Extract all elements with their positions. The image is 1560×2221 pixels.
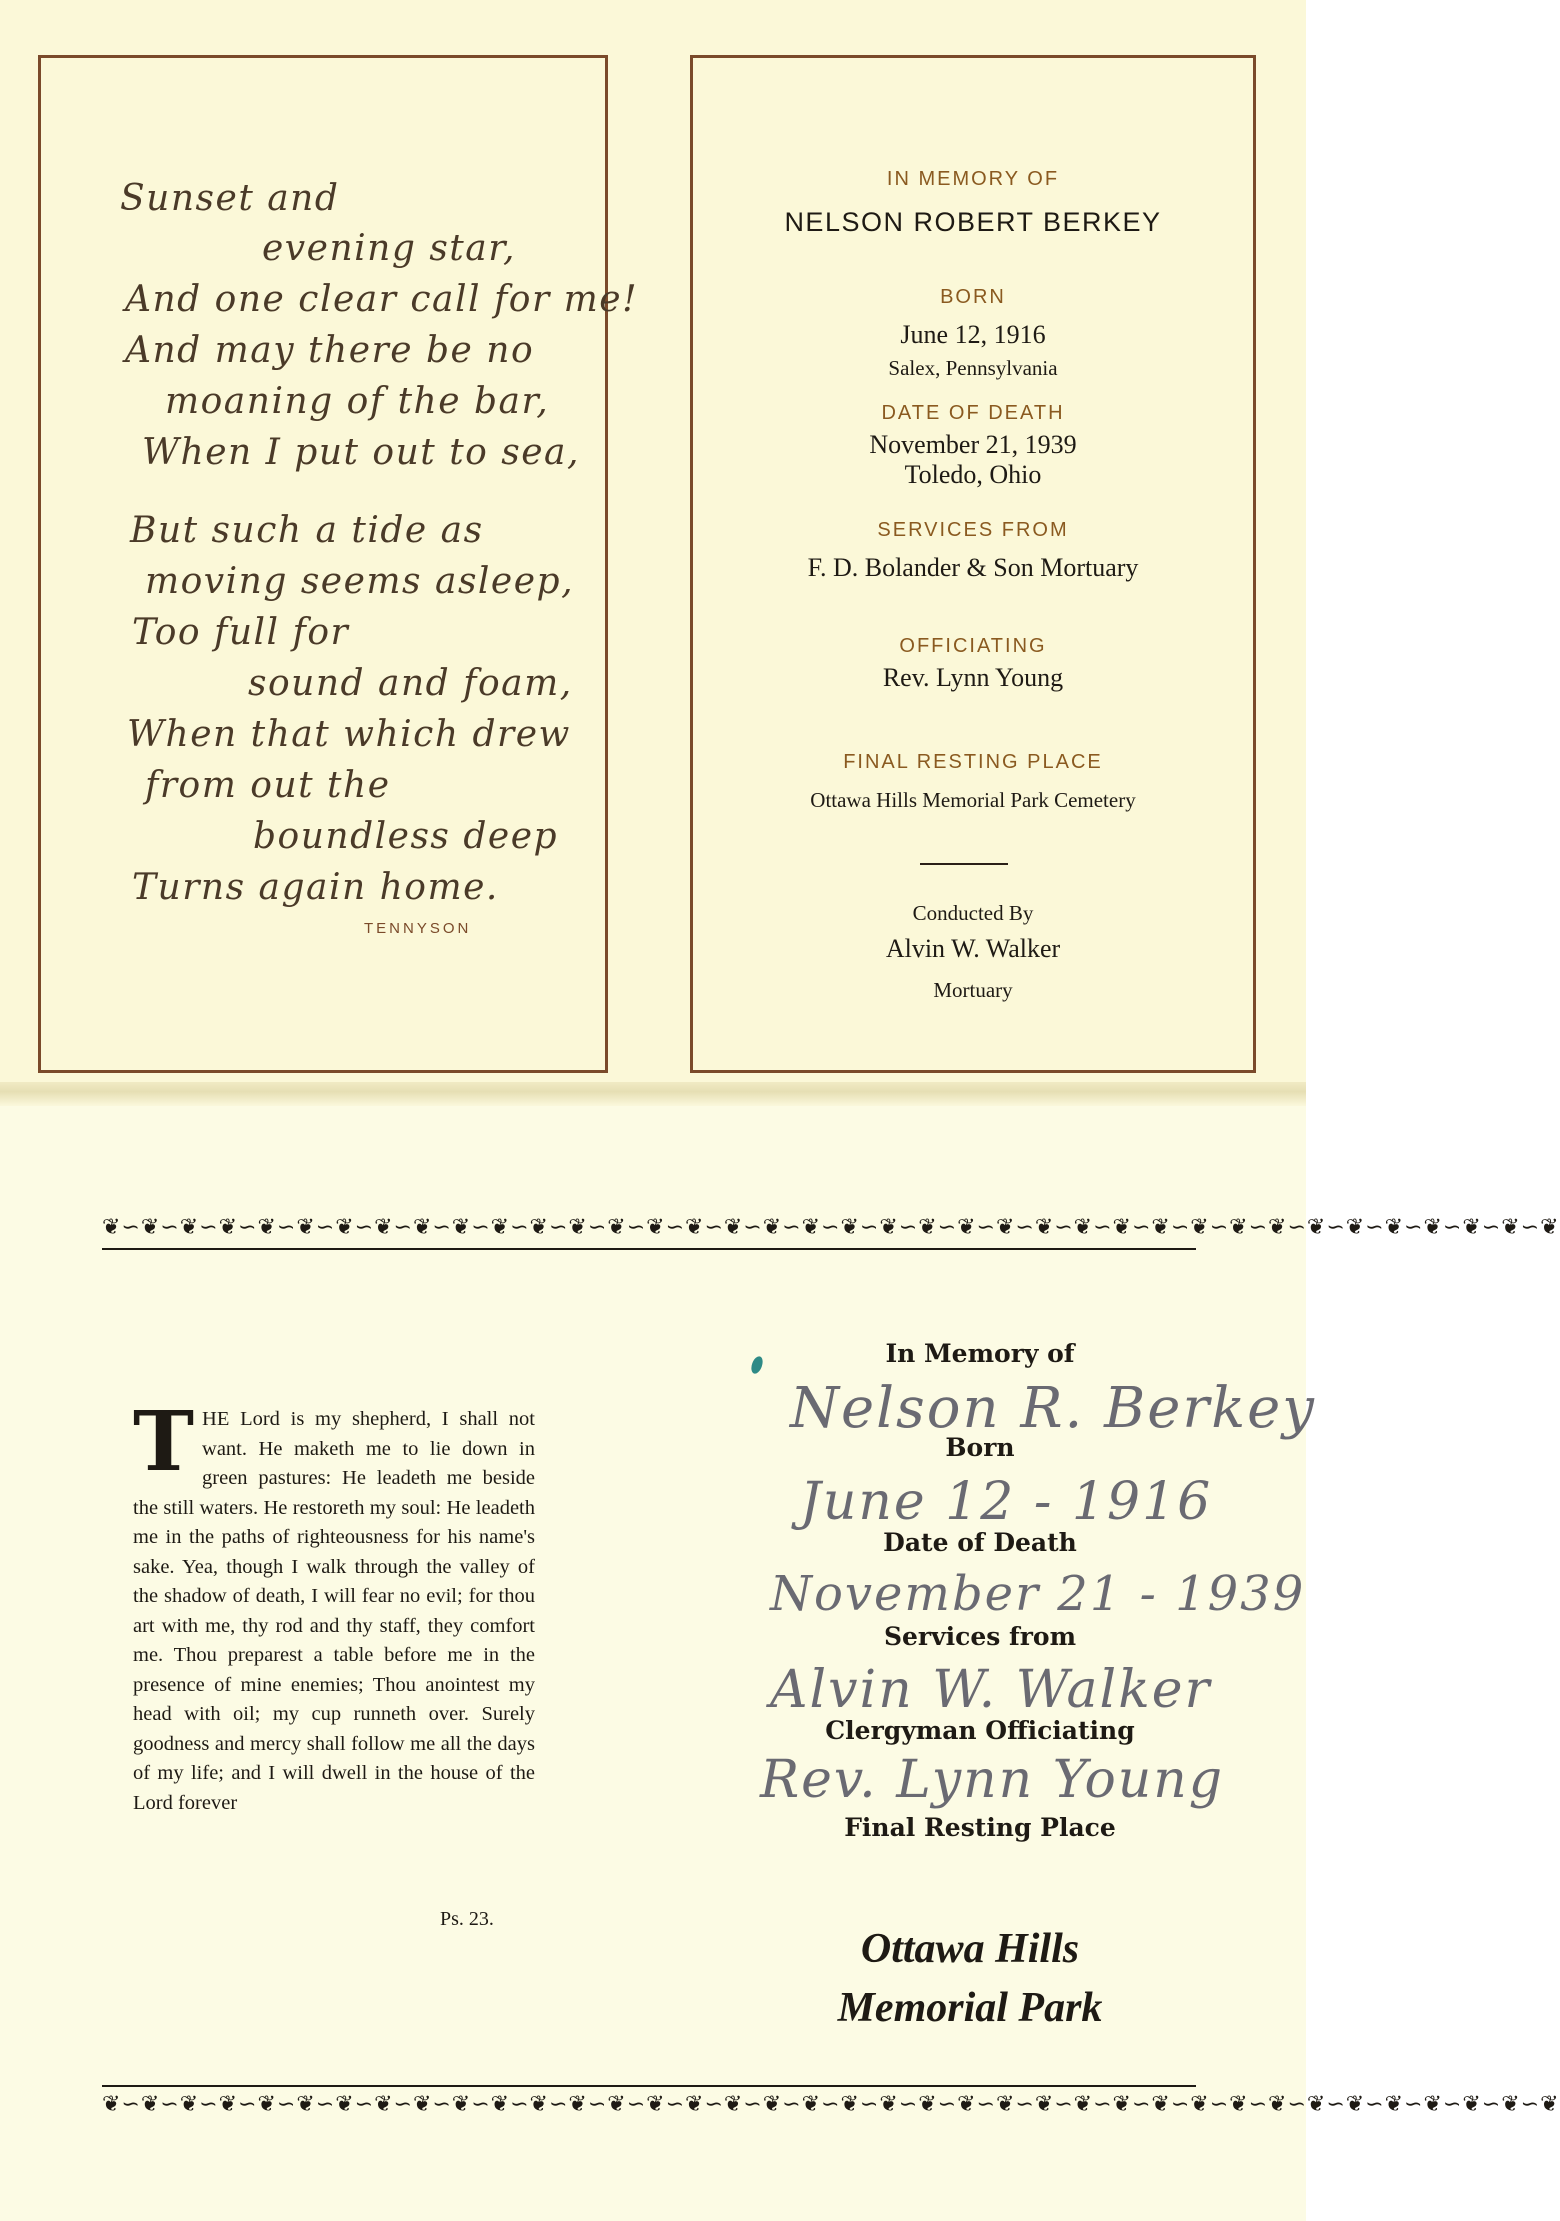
poem-line: moaning of the bar, <box>165 381 550 422</box>
death-date: November 21, 1939 <box>869 430 1077 459</box>
psalm-reference: Ps. 23. <box>440 1908 494 1930</box>
form-born-label: Born <box>945 1433 1015 1462</box>
form-resting-label: Final Resting Place <box>844 1813 1116 1842</box>
poem-author: TENNYSON <box>364 920 472 937</box>
death-label: DATE OF DEATH <box>881 402 1065 424</box>
death-place: Toledo, Ohio <box>904 460 1042 489</box>
poem-line: When that which drew <box>127 714 571 755</box>
conducted-label: Conducted By <box>912 901 1034 925</box>
form-services-label: Services from <box>883 1622 1077 1651</box>
handwritten-born: June 12 - 1916 <box>800 1472 1213 1532</box>
in-memory-label: IN MEMORY OF <box>886 168 1060 190</box>
handwritten-clergyman: Rev. Lynn Young <box>760 1750 1225 1810</box>
psalm-body: HE Lord is my shepherd, I shall not want. He maketh me to lie down in green pastures: He leadeth me beside the still waters. He restoreth my soul: He leadeth me in the paths of righteousness for his name's sake. Yea, though I walk through the valley of the shadow of death, I will fear no evil; for thou art with me, thy rod and thy staff, they comfort me. Thou preparest a table before me in the presence of mine enemies; Thou anointest my head with oil; my cup runneth over. Surely goodness and mercy shall follow me all the days of my life; and I will dwell in the house of the Lord forever <box>133 1408 535 1814</box>
poem-line: boundless deep <box>253 816 559 857</box>
officiating-label: OFFICIATING <box>899 635 1047 657</box>
born-place: Salex, Pennsylvania <box>888 356 1058 380</box>
drop-cap: T <box>133 1394 195 1490</box>
poem-line: evening star, <box>262 228 516 269</box>
divider-rule <box>920 863 1008 865</box>
form-death-label: Date of Death <box>883 1528 1077 1557</box>
form-in-memory-label: In Memory of <box>885 1339 1075 1368</box>
handwritten-name: Nelson R. Berkey <box>790 1376 1316 1441</box>
poem-line: And one clear call for me! <box>125 279 639 320</box>
deceased-name: NELSON ROBERT BERKEY <box>784 207 1162 237</box>
psalm-text <box>133 1394 535 1818</box>
born-date: June 12, 1916 <box>900 320 1046 349</box>
poem-line: Sunset and <box>120 178 340 219</box>
resting-value: Ottawa Hills Memorial Park Cemetery <box>810 788 1136 812</box>
poem-line: But such a tide as <box>130 510 484 551</box>
card-fold <box>0 1082 1306 1106</box>
park-name-line2: Memorial Park <box>837 1985 1103 2031</box>
poem-line: moving seems asleep, <box>145 561 575 602</box>
handwritten-death: November 21 - 1939 <box>770 1566 1306 1622</box>
poem-line: And may there be no <box>125 330 535 371</box>
services-label: SERVICES FROM <box>877 519 1069 541</box>
poem-line: Turns again home. <box>132 867 499 908</box>
border-rule-top <box>102 1248 1196 1250</box>
conducted-name: Alvin W. Walker <box>885 934 1061 963</box>
park-name-line1: Ottawa Hills <box>860 1926 1080 1972</box>
poem-line: sound and foam, <box>248 663 573 704</box>
poem-line: from out the <box>145 765 391 806</box>
conducted-suffix: Mortuary <box>933 978 1013 1002</box>
resting-label: FINAL RESTING PLACE <box>843 751 1103 773</box>
officiating-value: Rev. Lynn Young <box>882 663 1064 692</box>
services-value: F. D. Bolander & Son Mortuary <box>807 553 1139 582</box>
poem-line: Too full for <box>132 612 350 653</box>
handwritten-services: Alvin W. Walker <box>770 1660 1212 1720</box>
form-clergyman-label: Clergyman Officiating <box>825 1716 1135 1745</box>
ornamental-border-bottom: ❦∽❦∽❦∽❦∽❦∽❦∽❦∽❦∽❦∽❦∽❦∽❦∽❦∽❦∽❦∽❦∽❦∽❦∽❦∽❦∽❦∽❦∽❦∽❦∽❦∽❦∽❦∽❦∽❦∽❦∽❦∽❦∽❦∽❦∽❦∽❦∽❦∽❦ <box>102 2092 1560 2117</box>
border-rule-bottom <box>102 2085 1196 2087</box>
born-label: BORN <box>940 286 1006 308</box>
ornamental-border-top: ❦∽❦∽❦∽❦∽❦∽❦∽❦∽❦∽❦∽❦∽❦∽❦∽❦∽❦∽❦∽❦∽❦∽❦∽❦∽❦∽❦∽❦∽❦∽❦∽❦∽❦∽❦∽❦∽❦∽❦∽❦∽❦∽❦∽❦∽❦∽❦∽❦∽❦ <box>102 1215 1560 1240</box>
poem-line: When I put out to sea, <box>142 432 580 473</box>
